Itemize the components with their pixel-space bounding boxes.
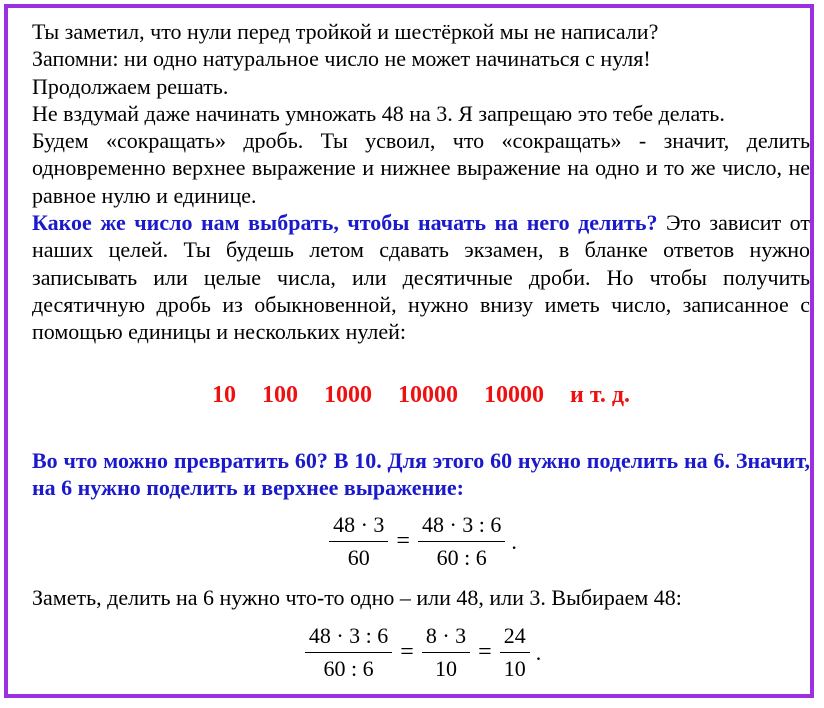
denominator: 10	[434, 655, 457, 681]
formula-2	[32, 622, 810, 683]
numerator: 8 · 3	[422, 622, 470, 653]
equals-sign: =	[396, 528, 410, 555]
denominator: 60 : 6	[436, 545, 487, 571]
red-number: 1000	[324, 381, 373, 408]
red-number: 100	[262, 381, 299, 408]
fraction	[418, 511, 505, 572]
formula-1	[32, 511, 810, 572]
fraction	[305, 622, 392, 683]
paragraph-which-number	[32, 209, 810, 345]
powers-of-ten-row	[32, 382, 810, 409]
paragraph-zeros-note: Ты заметил, что нули перед тройкой и шестёркой мы не написали?	[32, 19, 659, 44]
red-number: 10	[212, 381, 237, 408]
fraction	[422, 622, 470, 683]
red-number: 10000	[398, 381, 459, 408]
paragraph-warning: Не вздумай даже начинать умножать 48 на 3. Я запрещаю это тебе делать.	[32, 100, 725, 126]
red-etc: и т. д.	[570, 381, 630, 408]
denominator: 10	[503, 655, 526, 681]
page-frame	[4, 4, 814, 698]
fraction	[500, 622, 530, 683]
numerator: 48 · 3	[329, 511, 388, 542]
paragraph-remember: Запомни: ни одно натуральное число не может начинаться с нуля!	[32, 46, 651, 72]
equals-sign: =	[400, 638, 414, 665]
period: .	[511, 529, 517, 555]
denominator: 60	[347, 545, 370, 571]
numerator: 48 · 3 : 6	[305, 622, 392, 653]
denominator: 60 : 6	[323, 655, 374, 681]
paragraph-transform-60: Во что можно превратить 60? В 10. Для этого 60 нужно поделить на 6. Значит, на 6 нужно поделить и верхнее выражение:	[32, 447, 810, 501]
red-number: 10000	[484, 381, 545, 408]
fraction	[329, 511, 388, 572]
numerator: 24	[500, 622, 530, 653]
lesson-content	[32, 18, 810, 683]
question-rest: Это зависит от наших целей. Ты будешь летом сдавать экзамен, в бланке ответов нужно записывать или целые числа, или десятичные дроби. Но чтобы получить десятичную дробь из обыкновенной, нужно внизу иметь число, записанное с помощью единицы и нескольких нулей:	[32, 210, 810, 345]
equals-sign: =	[478, 638, 492, 665]
question-bold: Какое же число нам выбрать, чтобы начать на него делить?	[32, 210, 658, 236]
paragraph-reduce: Будем «сокращать» дробь. Ты усвоил, что «сокращать» - значит, делить одновременно верхнее выражение и нижнее выражение на одно и то же число, не равное нулю и единице.	[32, 128, 810, 208]
paragraph-divide-one: Заметь, делить на 6 нужно что-то одно – или 48, или 3. Выбираем 48:	[32, 585, 682, 611]
numerator: 48 · 3 : 6	[418, 511, 505, 542]
period: .	[535, 639, 542, 665]
paragraph-continue: Продолжаем решать.	[32, 73, 229, 99]
